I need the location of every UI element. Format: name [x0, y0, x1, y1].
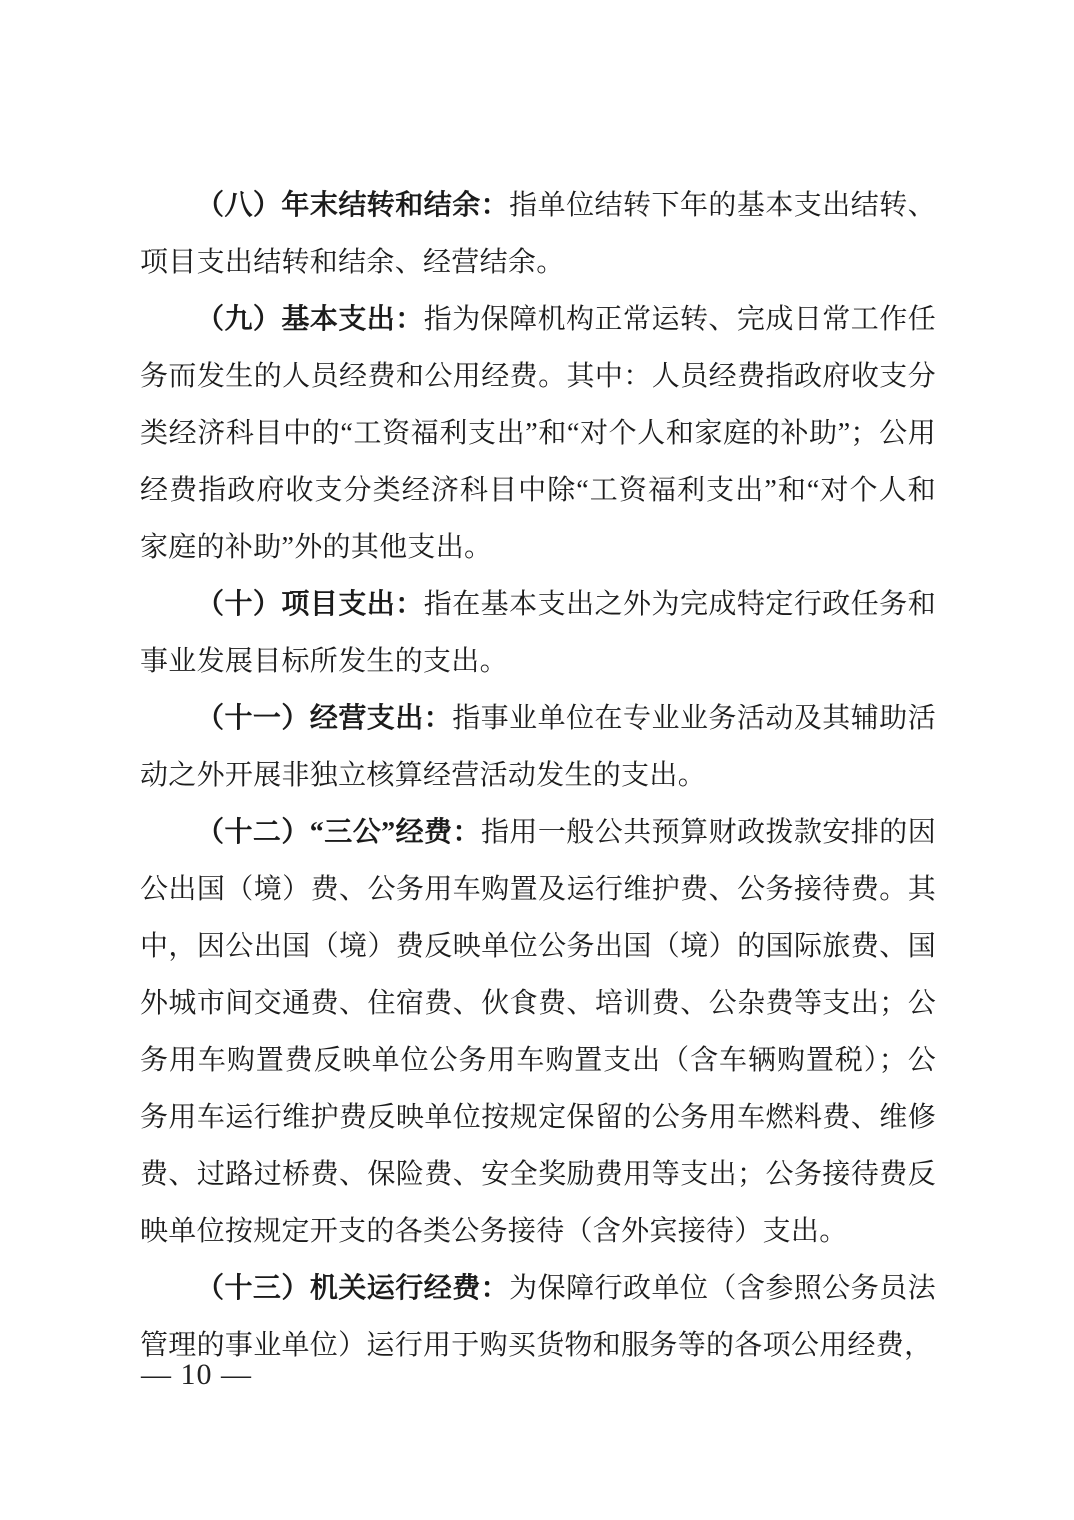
paragraph-text: 指在基本支出之外为完成特定行政任务和事业发展目标所发生的支出。: [140, 589, 936, 677]
paragraph-text: 指用一般公共预算财政拨款安排的因公出国（境）费、公务用车购置及运行维护费、公务接待费。其中，因公出国（境）费反映单位公务出国（境）的国际旅费、国外城市间交通费、住宿费、伙食费、培训费、公杂费等支出；公务用车购置费反映单位公务用车购置支出（含车辆购置税）；公务用车运行维护费反映单位按规定保留的公务用车燃料费、维修费、过路过桥费、保险费、安全奖励费用等支出；公务接待费反映单位按规定开支的各类公务接待（含外宾接待）支出。: [140, 817, 936, 1247]
paragraph-heading: （十三）机关运行经费：: [196, 1273, 510, 1304]
paragraph-text: 指单位结转下年的基本支出结转、项目支出结转和结余、经营结余。: [140, 190, 936, 278]
paragraph-10-project-expenditure: [140, 576, 936, 690]
paragraph-heading: （十）项目支出：: [196, 589, 424, 620]
paragraph-12-three-public-funds: [140, 804, 936, 1260]
page-number: — 10 —: [141, 1358, 252, 1391]
paragraph-8-year-end-carryover: [140, 177, 936, 291]
paragraph-text: 指事业单位在专业业务活动及其辅助活动之外开展非独立核算经营活动发生的支出。: [140, 703, 937, 791]
document-body: [140, 177, 936, 1374]
paragraph-13-agency-operating-funds: [140, 1260, 936, 1374]
paragraph-heading: （九）基本支出：: [196, 304, 424, 335]
paragraph-heading: （八）年末结转和结余：: [196, 190, 510, 221]
paragraph-text: 为保障行政单位（含参照公务员法管理的事业单位）运行用于购买货物和服务等的各项公用经费，: [140, 1273, 936, 1361]
paragraph-heading: （十一）经营支出：: [196, 703, 453, 734]
paragraph-heading: （十二）“三公”经费：: [196, 817, 481, 848]
paragraph-11-operating-expenditure: [140, 690, 936, 804]
paragraph-9-basic-expenditure: [140, 291, 936, 576]
paragraph-text: 指为保障机构正常运转、完成日常工作任务而发生的人员经费和公用经费。其中：人员经费指政府收支分类经济科目中的“工资福利支出”和“对个人和家庭的补助”；公用经费指政府收支分类经济科目中除“工资福利支出”和“对个人和家庭的补助”外的其他支出。: [140, 304, 936, 563]
